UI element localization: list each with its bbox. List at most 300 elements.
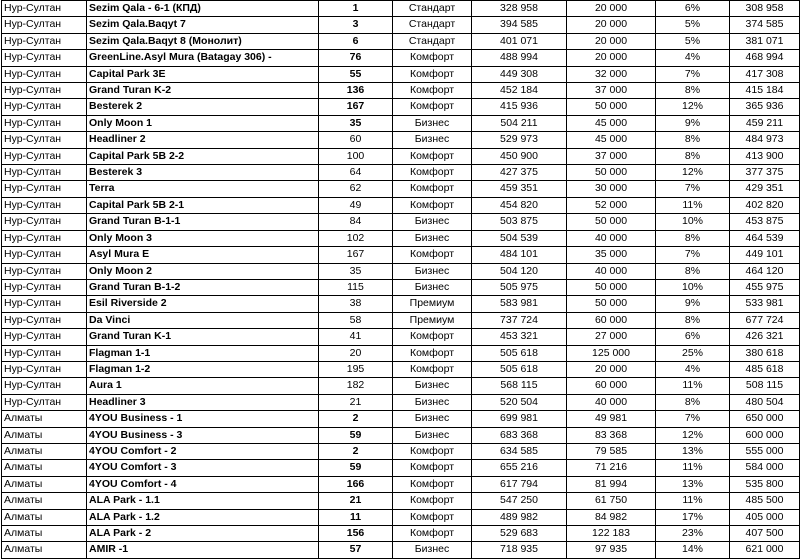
quantity-cell: 3	[319, 17, 393, 33]
discount-cell: 45 000	[567, 132, 656, 148]
city-cell: Алматы	[2, 427, 87, 443]
class-cell: Бизнес	[393, 542, 472, 558]
class-cell: Бизнес	[393, 411, 472, 427]
class-cell: Комфорт	[393, 526, 472, 542]
city-cell: Нур-Султан	[2, 33, 87, 49]
project-name-cell: AMIR -1	[87, 542, 319, 558]
city-cell: Нур-Султан	[2, 115, 87, 131]
discount-cell: 50 000	[567, 165, 656, 181]
quantity-cell: 35	[319, 115, 393, 131]
table-row	[2, 1, 800, 17]
project-name-cell: Terra	[87, 181, 319, 197]
final-price-cell: 621 000	[730, 542, 800, 558]
final-price-cell: 677 724	[730, 312, 800, 328]
table-row	[2, 296, 800, 312]
final-price-cell: 459 211	[730, 115, 800, 131]
table-row	[2, 99, 800, 115]
class-cell: Бизнес	[393, 279, 472, 295]
project-name-cell: Only Moon 2	[87, 263, 319, 279]
table-row	[2, 509, 800, 525]
project-name-cell: Only Moon 3	[87, 230, 319, 246]
final-price-cell: 484 973	[730, 132, 800, 148]
project-name-cell: Capital Park 5B 2-1	[87, 197, 319, 213]
project-name-cell: Besterek 3	[87, 165, 319, 181]
discount-cell: 50 000	[567, 99, 656, 115]
final-price-cell: 429 351	[730, 181, 800, 197]
city-cell: Нур-Султан	[2, 99, 87, 115]
table-row	[2, 247, 800, 263]
table-row	[2, 66, 800, 82]
discount-percent-cell: 6%	[656, 329, 730, 345]
discount-percent-cell: 12%	[656, 427, 730, 443]
final-price-cell: 449 101	[730, 247, 800, 263]
project-name-cell: Asyl Mura E	[87, 247, 319, 263]
price-cell: 454 820	[472, 197, 567, 213]
city-cell: Нур-Султан	[2, 345, 87, 361]
price-cell: 452 184	[472, 83, 567, 99]
discount-percent-cell: 7%	[656, 181, 730, 197]
discount-cell: 20 000	[567, 50, 656, 66]
project-name-cell: Capital Park 3E	[87, 66, 319, 82]
discount-percent-cell: 11%	[656, 378, 730, 394]
city-cell: Нур-Султан	[2, 17, 87, 33]
final-price-cell: 464 120	[730, 263, 800, 279]
price-cell: 634 585	[472, 443, 567, 459]
quantity-cell: 100	[319, 148, 393, 164]
project-name-cell: ALA Park - 1.2	[87, 509, 319, 525]
table-row	[2, 427, 800, 443]
city-cell: Алматы	[2, 460, 87, 476]
discount-cell: 50 000	[567, 296, 656, 312]
final-price-cell: 485 618	[730, 361, 800, 377]
discount-cell: 20 000	[567, 33, 656, 49]
city-cell: Нур-Султан	[2, 148, 87, 164]
price-cell: 529 683	[472, 526, 567, 542]
price-cell: 450 900	[472, 148, 567, 164]
class-cell: Премиум	[393, 312, 472, 328]
final-price-cell: 405 000	[730, 509, 800, 525]
discount-percent-cell: 7%	[656, 247, 730, 263]
table-row	[2, 17, 800, 33]
discount-cell: 49 981	[567, 411, 656, 427]
city-cell: Алматы	[2, 509, 87, 525]
quantity-cell: 49	[319, 197, 393, 213]
price-cell: 505 618	[472, 345, 567, 361]
city-cell: Нур-Султан	[2, 279, 87, 295]
city-cell: Алматы	[2, 542, 87, 558]
discount-percent-cell: 8%	[656, 263, 730, 279]
discount-cell: 52 000	[567, 197, 656, 213]
final-price-cell: 381 071	[730, 33, 800, 49]
quantity-cell: 166	[319, 476, 393, 492]
class-cell: Комфорт	[393, 66, 472, 82]
class-cell: Комфорт	[393, 165, 472, 181]
final-price-cell: 464 539	[730, 230, 800, 246]
project-name-cell: Grand Turan K-1	[87, 329, 319, 345]
price-cell: 504 120	[472, 263, 567, 279]
quantity-cell: 167	[319, 247, 393, 263]
final-price-cell: 417 308	[730, 66, 800, 82]
price-cell: 449 308	[472, 66, 567, 82]
city-cell: Нур-Султан	[2, 66, 87, 82]
price-cell: 583 981	[472, 296, 567, 312]
discount-cell: 79 585	[567, 443, 656, 459]
class-cell: Бизнес	[393, 378, 472, 394]
quantity-cell: 84	[319, 214, 393, 230]
discount-percent-cell: 4%	[656, 361, 730, 377]
discount-cell: 40 000	[567, 230, 656, 246]
discount-cell: 61 750	[567, 493, 656, 509]
discount-percent-cell: 8%	[656, 230, 730, 246]
class-cell: Комфорт	[393, 99, 472, 115]
table-row	[2, 83, 800, 99]
quantity-cell: 58	[319, 312, 393, 328]
final-price-cell: 650 000	[730, 411, 800, 427]
project-name-cell: Esil Riverside 2	[87, 296, 319, 312]
discount-percent-cell: 8%	[656, 83, 730, 99]
table-row	[2, 197, 800, 213]
project-name-cell: Grand Turan B-1-2	[87, 279, 319, 295]
quantity-cell: 57	[319, 542, 393, 558]
price-cell: 529 973	[472, 132, 567, 148]
quantity-cell: 59	[319, 460, 393, 476]
discount-percent-cell: 17%	[656, 509, 730, 525]
quantity-cell: 60	[319, 132, 393, 148]
discount-percent-cell: 11%	[656, 493, 730, 509]
project-name-cell: Only Moon 1	[87, 115, 319, 131]
discount-cell: 71 216	[567, 460, 656, 476]
city-cell: Нур-Султан	[2, 378, 87, 394]
discount-percent-cell: 7%	[656, 411, 730, 427]
discount-percent-cell: 10%	[656, 279, 730, 295]
quantity-cell: 62	[319, 181, 393, 197]
table-row	[2, 476, 800, 492]
final-price-cell: 380 618	[730, 345, 800, 361]
discount-cell: 60 000	[567, 312, 656, 328]
price-cell: 505 975	[472, 279, 567, 295]
discount-percent-cell: 8%	[656, 132, 730, 148]
discount-cell: 45 000	[567, 115, 656, 131]
price-cell: 503 875	[472, 214, 567, 230]
project-name-cell: Sezim Qala.Baqyt 8 (Монолит)	[87, 33, 319, 49]
class-cell: Комфорт	[393, 83, 472, 99]
discount-cell: 37 000	[567, 83, 656, 99]
discount-cell: 27 000	[567, 329, 656, 345]
city-cell: Нур-Султан	[2, 312, 87, 328]
price-cell: 484 101	[472, 247, 567, 263]
class-cell: Бизнес	[393, 230, 472, 246]
table-row	[2, 526, 800, 542]
quantity-cell: 102	[319, 230, 393, 246]
table-row	[2, 329, 800, 345]
city-cell: Алматы	[2, 411, 87, 427]
class-cell: Комфорт	[393, 247, 472, 263]
discount-cell: 60 000	[567, 378, 656, 394]
class-cell: Комфорт	[393, 460, 472, 476]
price-cell: 683 368	[472, 427, 567, 443]
table-row	[2, 279, 800, 295]
final-price-cell: 555 000	[730, 443, 800, 459]
city-cell: Алматы	[2, 476, 87, 492]
quantity-cell: 182	[319, 378, 393, 394]
city-cell: Нур-Султан	[2, 181, 87, 197]
discount-percent-cell: 13%	[656, 476, 730, 492]
final-price-cell: 468 994	[730, 50, 800, 66]
table-row	[2, 132, 800, 148]
final-price-cell: 426 321	[730, 329, 800, 345]
discount-percent-cell: 4%	[656, 50, 730, 66]
price-cell: 617 794	[472, 476, 567, 492]
quantity-cell: 136	[319, 83, 393, 99]
project-name-cell: Flagman 1-1	[87, 345, 319, 361]
final-price-cell: 600 000	[730, 427, 800, 443]
final-price-cell: 402 820	[730, 197, 800, 213]
final-price-cell: 480 504	[730, 394, 800, 410]
discount-cell: 84 982	[567, 509, 656, 525]
discount-percent-cell: 7%	[656, 66, 730, 82]
final-price-cell: 374 585	[730, 17, 800, 33]
quantity-cell: 64	[319, 165, 393, 181]
class-cell: Комфорт	[393, 345, 472, 361]
class-cell: Комфорт	[393, 181, 472, 197]
city-cell: Алматы	[2, 493, 87, 509]
final-price-cell: 453 875	[730, 214, 800, 230]
city-cell: Алматы	[2, 526, 87, 542]
city-cell: Нур-Султан	[2, 361, 87, 377]
project-name-cell: Grand Turan K-2	[87, 83, 319, 99]
discount-cell: 125 000	[567, 345, 656, 361]
project-name-cell: ALA Park - 1.1	[87, 493, 319, 509]
project-name-cell: 4YOU Comfort - 3	[87, 460, 319, 476]
final-price-cell: 365 936	[730, 99, 800, 115]
discount-percent-cell: 11%	[656, 460, 730, 476]
discount-percent-cell: 9%	[656, 296, 730, 312]
class-cell: Комфорт	[393, 197, 472, 213]
class-cell: Бизнес	[393, 263, 472, 279]
table-row	[2, 312, 800, 328]
discount-percent-cell: 8%	[656, 394, 730, 410]
discount-cell: 50 000	[567, 214, 656, 230]
quantity-cell: 21	[319, 493, 393, 509]
final-price-cell: 407 500	[730, 526, 800, 542]
price-cell: 394 585	[472, 17, 567, 33]
quantity-cell: 11	[319, 509, 393, 525]
city-cell: Нур-Султан	[2, 1, 87, 17]
price-cell: 489 982	[472, 509, 567, 525]
class-cell: Комфорт	[393, 443, 472, 459]
project-name-cell: Flagman 1-2	[87, 361, 319, 377]
discount-percent-cell: 5%	[656, 33, 730, 49]
city-cell: Нур-Султан	[2, 132, 87, 148]
table-row	[2, 378, 800, 394]
project-name-cell: Grand Turan B-1-1	[87, 214, 319, 230]
class-cell: Комфорт	[393, 329, 472, 345]
discount-cell: 20 000	[567, 17, 656, 33]
discount-percent-cell: 12%	[656, 99, 730, 115]
final-price-cell: 535 800	[730, 476, 800, 492]
final-price-cell: 485 500	[730, 493, 800, 509]
quantity-cell: 41	[319, 329, 393, 345]
final-price-cell: 413 900	[730, 148, 800, 164]
city-cell: Нур-Султан	[2, 329, 87, 345]
discount-percent-cell: 14%	[656, 542, 730, 558]
discount-cell: 32 000	[567, 66, 656, 82]
class-cell: Бизнес	[393, 427, 472, 443]
table-row	[2, 148, 800, 164]
table-row	[2, 411, 800, 427]
quantity-cell: 76	[319, 50, 393, 66]
class-cell: Премиум	[393, 296, 472, 312]
quantity-cell: 167	[319, 99, 393, 115]
discount-cell: 20 000	[567, 361, 656, 377]
city-cell: Нур-Султан	[2, 394, 87, 410]
discount-percent-cell: 11%	[656, 197, 730, 213]
city-cell: Нур-Султан	[2, 165, 87, 181]
project-name-cell: 4YOU Business - 3	[87, 427, 319, 443]
table-row	[2, 443, 800, 459]
project-name-cell: ALA Park - 2	[87, 526, 319, 542]
quantity-cell: 2	[319, 443, 393, 459]
class-cell: Бизнес	[393, 115, 472, 131]
discount-percent-cell: 10%	[656, 214, 730, 230]
discount-cell: 35 000	[567, 247, 656, 263]
city-cell: Нур-Султан	[2, 50, 87, 66]
discount-cell: 50 000	[567, 279, 656, 295]
quantity-cell: 115	[319, 279, 393, 295]
discount-cell: 40 000	[567, 394, 656, 410]
price-cell: 401 071	[472, 33, 567, 49]
price-cell: 459 351	[472, 181, 567, 197]
class-cell: Комфорт	[393, 493, 472, 509]
quantity-cell: 35	[319, 263, 393, 279]
discount-cell: 40 000	[567, 263, 656, 279]
discount-cell: 97 935	[567, 542, 656, 558]
quantity-cell: 156	[319, 526, 393, 542]
project-name-cell: 4YOU Comfort - 4	[87, 476, 319, 492]
price-cell: 504 211	[472, 115, 567, 131]
price-cell: 718 935	[472, 542, 567, 558]
city-cell: Нур-Султан	[2, 230, 87, 246]
project-name-cell: GreenLine.Asyl Mura (Batagay 306) -	[87, 50, 319, 66]
final-price-cell: 308 958	[730, 1, 800, 17]
city-cell: Нур-Султан	[2, 83, 87, 99]
quantity-cell: 55	[319, 66, 393, 82]
discount-cell: 37 000	[567, 148, 656, 164]
price-cell: 415 936	[472, 99, 567, 115]
price-cell: 737 724	[472, 312, 567, 328]
table-row	[2, 263, 800, 279]
class-cell: Стандарт	[393, 17, 472, 33]
discount-cell: 20 000	[567, 1, 656, 17]
final-price-cell: 377 375	[730, 165, 800, 181]
table-row	[2, 50, 800, 66]
price-table	[1, 0, 800, 559]
quantity-cell: 195	[319, 361, 393, 377]
project-name-cell: Sezim Qala.Baqyt 7	[87, 17, 319, 33]
final-price-cell: 533 981	[730, 296, 800, 312]
class-cell: Комфорт	[393, 148, 472, 164]
discount-percent-cell: 5%	[656, 17, 730, 33]
final-price-cell: 584 000	[730, 460, 800, 476]
discount-cell: 30 000	[567, 181, 656, 197]
price-cell: 427 375	[472, 165, 567, 181]
discount-percent-cell: 9%	[656, 115, 730, 131]
class-cell: Комфорт	[393, 361, 472, 377]
price-cell: 505 618	[472, 361, 567, 377]
discount-percent-cell: 8%	[656, 148, 730, 164]
class-cell: Комфорт	[393, 509, 472, 525]
project-name-cell: Besterek 2	[87, 99, 319, 115]
project-name-cell: Aura 1	[87, 378, 319, 394]
city-cell: Нур-Султан	[2, 263, 87, 279]
table-row	[2, 361, 800, 377]
table-row	[2, 181, 800, 197]
quantity-cell: 38	[319, 296, 393, 312]
table-row	[2, 394, 800, 410]
price-cell: 547 250	[472, 493, 567, 509]
project-name-cell: Da Vinci	[87, 312, 319, 328]
price-cell: 453 321	[472, 329, 567, 345]
class-cell: Бизнес	[393, 132, 472, 148]
quantity-cell: 2	[319, 411, 393, 427]
discount-percent-cell: 12%	[656, 165, 730, 181]
table-row	[2, 345, 800, 361]
project-name-cell: Headliner 2	[87, 132, 319, 148]
discount-percent-cell: 13%	[656, 443, 730, 459]
price-cell: 520 504	[472, 394, 567, 410]
city-cell: Нур-Султан	[2, 296, 87, 312]
project-name-cell: Capital Park 5B 2-2	[87, 148, 319, 164]
class-cell: Бизнес	[393, 214, 472, 230]
city-cell: Нур-Султан	[2, 197, 87, 213]
class-cell: Стандарт	[393, 1, 472, 17]
class-cell: Комфорт	[393, 476, 472, 492]
table-body	[2, 1, 800, 559]
quantity-cell: 1	[319, 1, 393, 17]
table-row	[2, 230, 800, 246]
quantity-cell: 20	[319, 345, 393, 361]
city-cell: Нур-Султан	[2, 247, 87, 263]
quantity-cell: 59	[319, 427, 393, 443]
discount-percent-cell: 6%	[656, 1, 730, 17]
discount-cell: 81 994	[567, 476, 656, 492]
table-row	[2, 165, 800, 181]
price-cell: 488 994	[472, 50, 567, 66]
discount-percent-cell: 25%	[656, 345, 730, 361]
quantity-cell: 6	[319, 33, 393, 49]
project-name-cell: Sezim Qala - 6-1 (КПД)	[87, 1, 319, 17]
table-row	[2, 460, 800, 476]
project-name-cell: Headliner 3	[87, 394, 319, 410]
class-cell: Стандарт	[393, 33, 472, 49]
discount-percent-cell: 23%	[656, 526, 730, 542]
discount-percent-cell: 8%	[656, 312, 730, 328]
class-cell: Комфорт	[393, 50, 472, 66]
city-cell: Нур-Султан	[2, 214, 87, 230]
table-row	[2, 214, 800, 230]
table-row	[2, 493, 800, 509]
price-cell: 568 115	[472, 378, 567, 394]
project-name-cell: 4YOU Business - 1	[87, 411, 319, 427]
table-row	[2, 33, 800, 49]
price-cell: 699 981	[472, 411, 567, 427]
price-cell: 504 539	[472, 230, 567, 246]
discount-cell: 122 183	[567, 526, 656, 542]
discount-cell: 83 368	[567, 427, 656, 443]
final-price-cell: 415 184	[730, 83, 800, 99]
price-cell: 655 216	[472, 460, 567, 476]
final-price-cell: 455 975	[730, 279, 800, 295]
